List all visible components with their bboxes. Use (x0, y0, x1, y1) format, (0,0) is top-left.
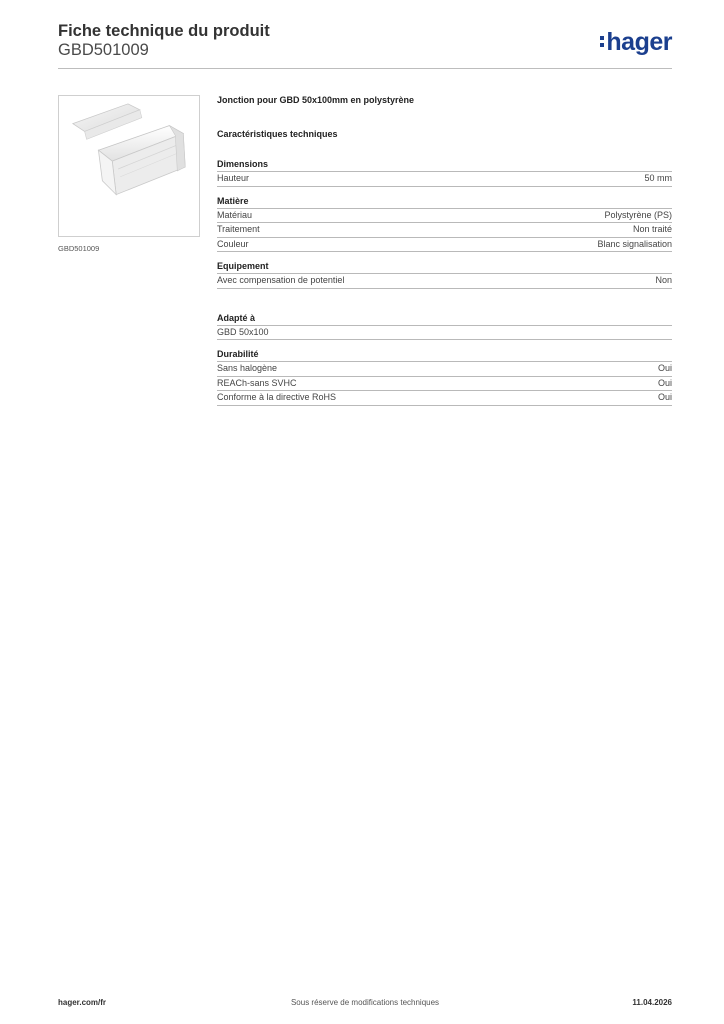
spec-label: Couleur (217, 238, 249, 249)
product-illustration (59, 96, 199, 236)
group-title: Adapté à (217, 313, 672, 326)
spec-row (217, 172, 672, 187)
spec-value: Non (655, 275, 672, 285)
footer-notice: Sous réserve de modifications techniques (290, 998, 440, 1007)
product-image (58, 95, 200, 237)
spec-value: Oui (657, 377, 672, 388)
header-divider (58, 68, 672, 69)
spec-row (217, 391, 672, 406)
footer-website-link[interactable]: hager.com/fr (58, 998, 107, 1007)
spec-value: 50 mm (644, 173, 672, 183)
group-compatible (217, 313, 672, 341)
spec-label: Hauteur (217, 173, 250, 183)
group-dimensions (217, 159, 672, 187)
section-title: Caractéristiques techniques (217, 129, 338, 139)
logo-text: hager (606, 28, 672, 56)
spec-label: Traitement (217, 224, 260, 234)
spec-value: Oui (657, 363, 672, 373)
group-title: Dimensions (217, 159, 672, 172)
group-title: Matière (217, 196, 672, 209)
spec-label: Matériau (217, 209, 253, 220)
group-durability (217, 349, 672, 406)
spec-row (217, 209, 672, 224)
spec-value: Blanc signalisation (597, 238, 672, 249)
product-code: GBD501009 (58, 41, 149, 59)
spec-row (217, 362, 672, 377)
product-description: Jonction pour GBD 50x100mm en polystyrène (217, 95, 415, 105)
footer-date: 11.04.2026 (632, 998, 672, 1007)
spec-value: Polystyrène (PS) (604, 209, 672, 220)
spec-value: Oui (657, 392, 672, 402)
spec-row (217, 377, 672, 392)
spec-row (217, 238, 672, 253)
group-title: Durabilité (217, 349, 672, 362)
hager-logo (600, 28, 672, 57)
spec-row (217, 223, 672, 238)
spec-label: Conforme à la directive RoHS (217, 392, 337, 402)
spec-label: Sans halogène (217, 363, 278, 373)
logo-dots-icon (600, 33, 604, 50)
group-equipment (217, 261, 672, 289)
spec-value: Non traité (632, 224, 672, 234)
group-title: Equipement (217, 261, 672, 274)
spec-label: Avec compensation de potentiel (217, 275, 345, 285)
spec-label: GBD 50x100 (217, 326, 269, 337)
spec-row (217, 274, 672, 289)
spec-row (217, 326, 672, 341)
spec-label: REACh-sans SVHC (217, 377, 297, 388)
specifications (217, 95, 672, 415)
image-caption: GBD501009 (58, 244, 100, 253)
page-header (58, 22, 672, 60)
group-material (217, 196, 672, 253)
page-title: Fiche technique du produit (58, 22, 270, 40)
